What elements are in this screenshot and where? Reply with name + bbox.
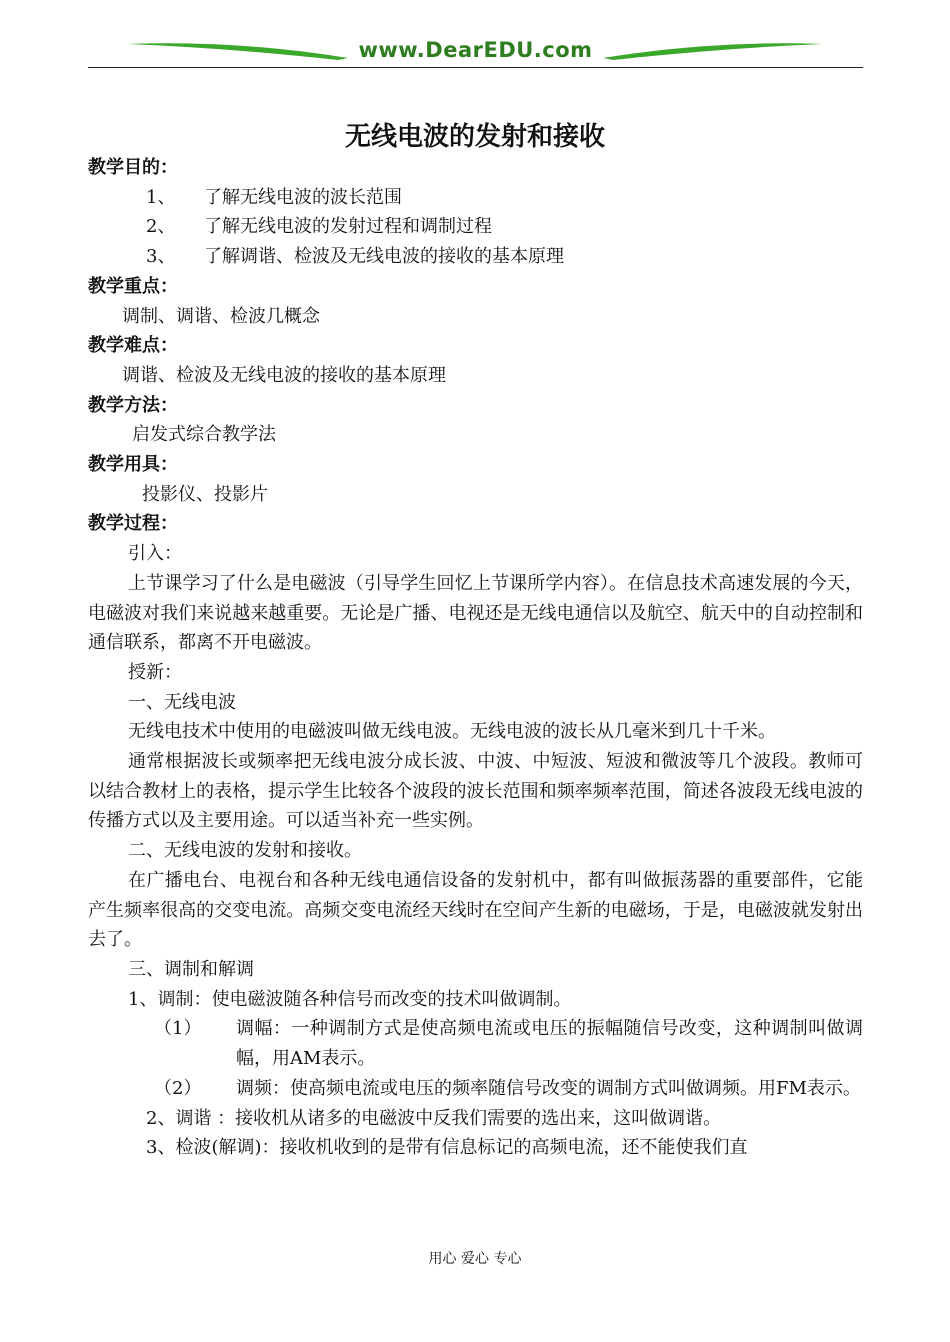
fm-sub-item: （2） 调频：使高频电流或电压的频率随信号改变的调制方式叫做调频。用FM表示。 [154, 1077, 861, 1099]
methods-text: 启发式综合教学法 [132, 424, 276, 446]
tools-heading: 教学用具： [88, 454, 178, 476]
site-header [88, 36, 863, 70]
detection-item: 3、检波(解调)：接收机收到的是带有信息标记的高频电流，还不能使我们直 [146, 1137, 748, 1159]
modulation-item: 1、调制：使电磁波随各种信号而改变的技术叫做调制。 [128, 988, 572, 1010]
tuning-item: 2、调谐 ：接收机从诸多的电磁波中反我们需要的选出来，这叫做调谐。 [146, 1107, 722, 1129]
tools-text: 投影仪、投影片 [142, 483, 268, 505]
objective-item: 1、 了解无线电波的波长范围 [146, 186, 402, 208]
intro-label: 引入： [128, 543, 182, 565]
key-points-heading: 教学重点： [88, 275, 178, 297]
document-body [88, 153, 863, 1163]
objective-item: 3、 了解调谐、检波及无线电波的接收的基本原理 [146, 246, 564, 268]
site-logo-text: www.DearEDU.com [358, 38, 593, 62]
new-lesson-label: 授新： [128, 661, 182, 683]
part1-paragraph-2: 通常根据波长或频率把无线电波分成长波、中波、中短波、短波和微波等几个波段。教师可以结合教材上的表格，提示学生比较各个波段的波长范围和频率频率范围，简述各波段无线电波的传播方式以及主要用途。可以适当补充一些实例。 [88, 751, 863, 832]
key-points-text: 调制、调谐、检波几概念 [122, 305, 320, 327]
intro-paragraph: 上节课学习了什么是电磁波（引导学生回忆上节课所学内容）。在信息技术高速发展的今天，电磁波对我们来说越来越重要。无论是广播、电视还是无线电通信以及航空、航天中的自动控制和通信联系，都离不开电磁波。 [88, 572, 863, 654]
part3-title: 三、调制和解调 [128, 958, 254, 980]
header-rule [88, 67, 863, 68]
process-heading: 教学过程： [88, 513, 178, 535]
difficulties-heading: 教学难点： [88, 335, 178, 357]
am-sub-item: （1） 调幅：一种调制方式是使高频电流或电压的振幅随信号改变，这种调制叫做调幅，用AM表示。 [154, 1018, 863, 1070]
page-footer: 用心 爱心 专心 [428, 1251, 522, 1267]
difficulties-text: 调谐、检波及无线电波的接收的基本原理 [122, 364, 446, 386]
objective-item: 2、 了解无线电波的发射过程和调制过程 [146, 216, 492, 238]
part1-paragraph-1: 无线电技术中使用的电磁波叫做无线电波。无线电波的波长从几毫米到几十千米。 [128, 721, 776, 743]
part2-title: 二、无线电波的发射和接收。 [128, 840, 362, 862]
part2-paragraph-1: 在广播电台、电视台和各种无线电通信设备的发射机中，都有叫做振荡器的重要部件，它能产生频率很高的交变电流。高频交变电流经天线时在空间产生新的电磁场，于是，电磁波就发射出去了。 [88, 869, 863, 951]
objectives-heading: 教学目的： [88, 157, 178, 178]
methods-heading: 教学方法： [88, 394, 178, 416]
page-title: 无线电波的发射和接收 [344, 122, 605, 152]
part1-title: 一、无线电波 [128, 691, 236, 713]
